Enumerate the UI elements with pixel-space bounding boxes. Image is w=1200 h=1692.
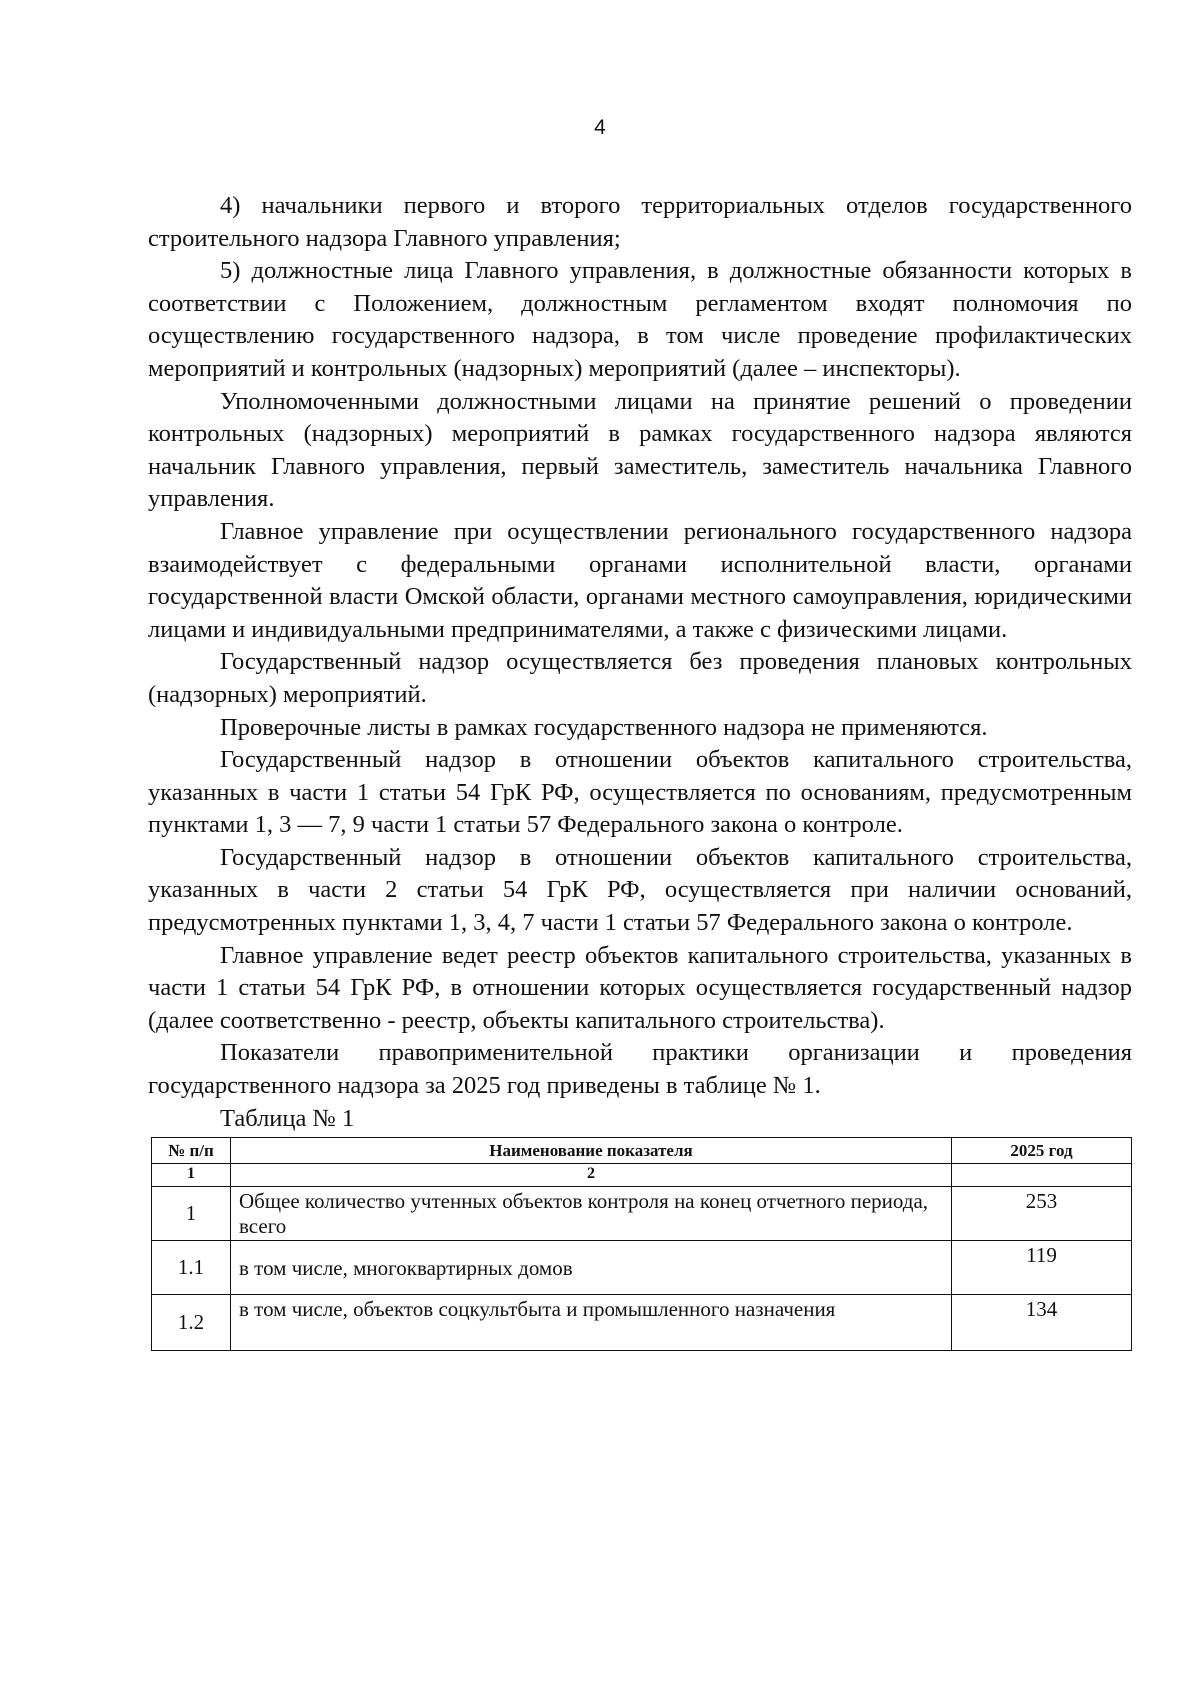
- paragraph-interaction: Главное управление при осуществлении регионального государственного надзора взаимодействует с федеральными органами исполнительной власти, органами государственной власти Омской области, органами местного самоуправления, юридическими лицами и индивидуальными предпринимателями, а также с физическими лицами.: [148, 517, 1132, 643]
- row-num: 1.1: [152, 1241, 231, 1295]
- row-value: 253: [952, 1187, 1132, 1241]
- paragraph-table-intro: Показатели правоприменительной практики организации и проведения государственного надзора за 2025 год приведены в таблице № 1.: [148, 1039, 1132, 1100]
- table-header-row: [152, 1138, 1132, 1164]
- paragraph-checklists: Проверочные листы в рамках государственного надзора не применяются.: [220, 713, 988, 741]
- row-num: 1.2: [152, 1295, 231, 1351]
- index-name: 2: [231, 1164, 952, 1187]
- table-caption: Таблица № 1: [220, 1104, 355, 1132]
- index-num: 1: [152, 1164, 231, 1187]
- header-num: № п/п: [152, 1138, 231, 1164]
- page-number: 4: [594, 116, 606, 139]
- paragraph-no-planned-inspections: Государственный надзор осуществляется без проведения плановых контрольных (надзорных) мероприятий.: [148, 648, 1132, 708]
- document-body: [148, 190, 1132, 1351]
- table-row: [152, 1295, 1132, 1351]
- index-year: [952, 1164, 1132, 1187]
- row-name: Общее количество учтенных объектов контроля на конец отчетного периода, всего: [231, 1187, 952, 1241]
- row-name: в том числе, многоквартирных домов: [231, 1241, 952, 1295]
- row-num: 1: [152, 1187, 231, 1241]
- paragraph-item-4: 4) начальники первого и второго территориальных отделов государственного строительного надзора Главного управления;: [148, 192, 1132, 252]
- paragraph-grounds-part-1: Государственный надзор в отношении объектов капитального строительства, указанных в части 1 статьи 54 ГрК РФ, осуществляется по основаниям, предусмотренным пунктами 1, 3 — 7, 9 части 1 статьи 57 Федерального закона о контроле.: [148, 746, 1132, 839]
- paragraph-grounds-part-2: Государственный надзор в отношении объектов капитального строительства, указанных в части 2 статьи 54 ГрК РФ, осуществляется при наличии оснований, предусмотренных пунктами 1, 3, 4, 7 части 1 статьи 57 Федерального закона о контроле.: [148, 843, 1132, 937]
- paragraph-registry: Главное управление ведет реестр объектов капитального строительства, указанных в части 1 статьи 54 ГрК РФ, в отношении которых осуществляется государственный надзор (далее соответственно - реестр, объекты капитального строительства).: [148, 941, 1132, 1034]
- paragraph-item-5: 5) должностные лица Главного управления, в должностные обязанности которых в соответствии с Положением, должностным регламентом входят полномочия по осуществлению государственного надзора, в том числе проведение профилактических мероприятий и контрольных (надзорных) мероприятий (далее – инспекторы).: [148, 257, 1132, 382]
- header-year: 2025 год: [952, 1138, 1132, 1164]
- row-name: в том числе, объектов соцкультбыта и промышленного назначения: [231, 1295, 952, 1351]
- paragraph-authorized-officials: Уполномоченными должностными лицами на принятие решений о проведении контрольных (надзорных) мероприятий в рамках государственного надзора являются начальник Главного управления, первый заместитель, заместитель начальника Главного управления.: [148, 387, 1132, 513]
- table-index-row: [152, 1164, 1132, 1187]
- table-row: [152, 1241, 1132, 1295]
- row-value: 134: [952, 1295, 1132, 1351]
- header-name: Наименование показателя: [231, 1138, 952, 1164]
- indicators-table: [151, 1137, 1132, 1351]
- row-value: 119: [952, 1241, 1132, 1295]
- table-row: [152, 1187, 1132, 1241]
